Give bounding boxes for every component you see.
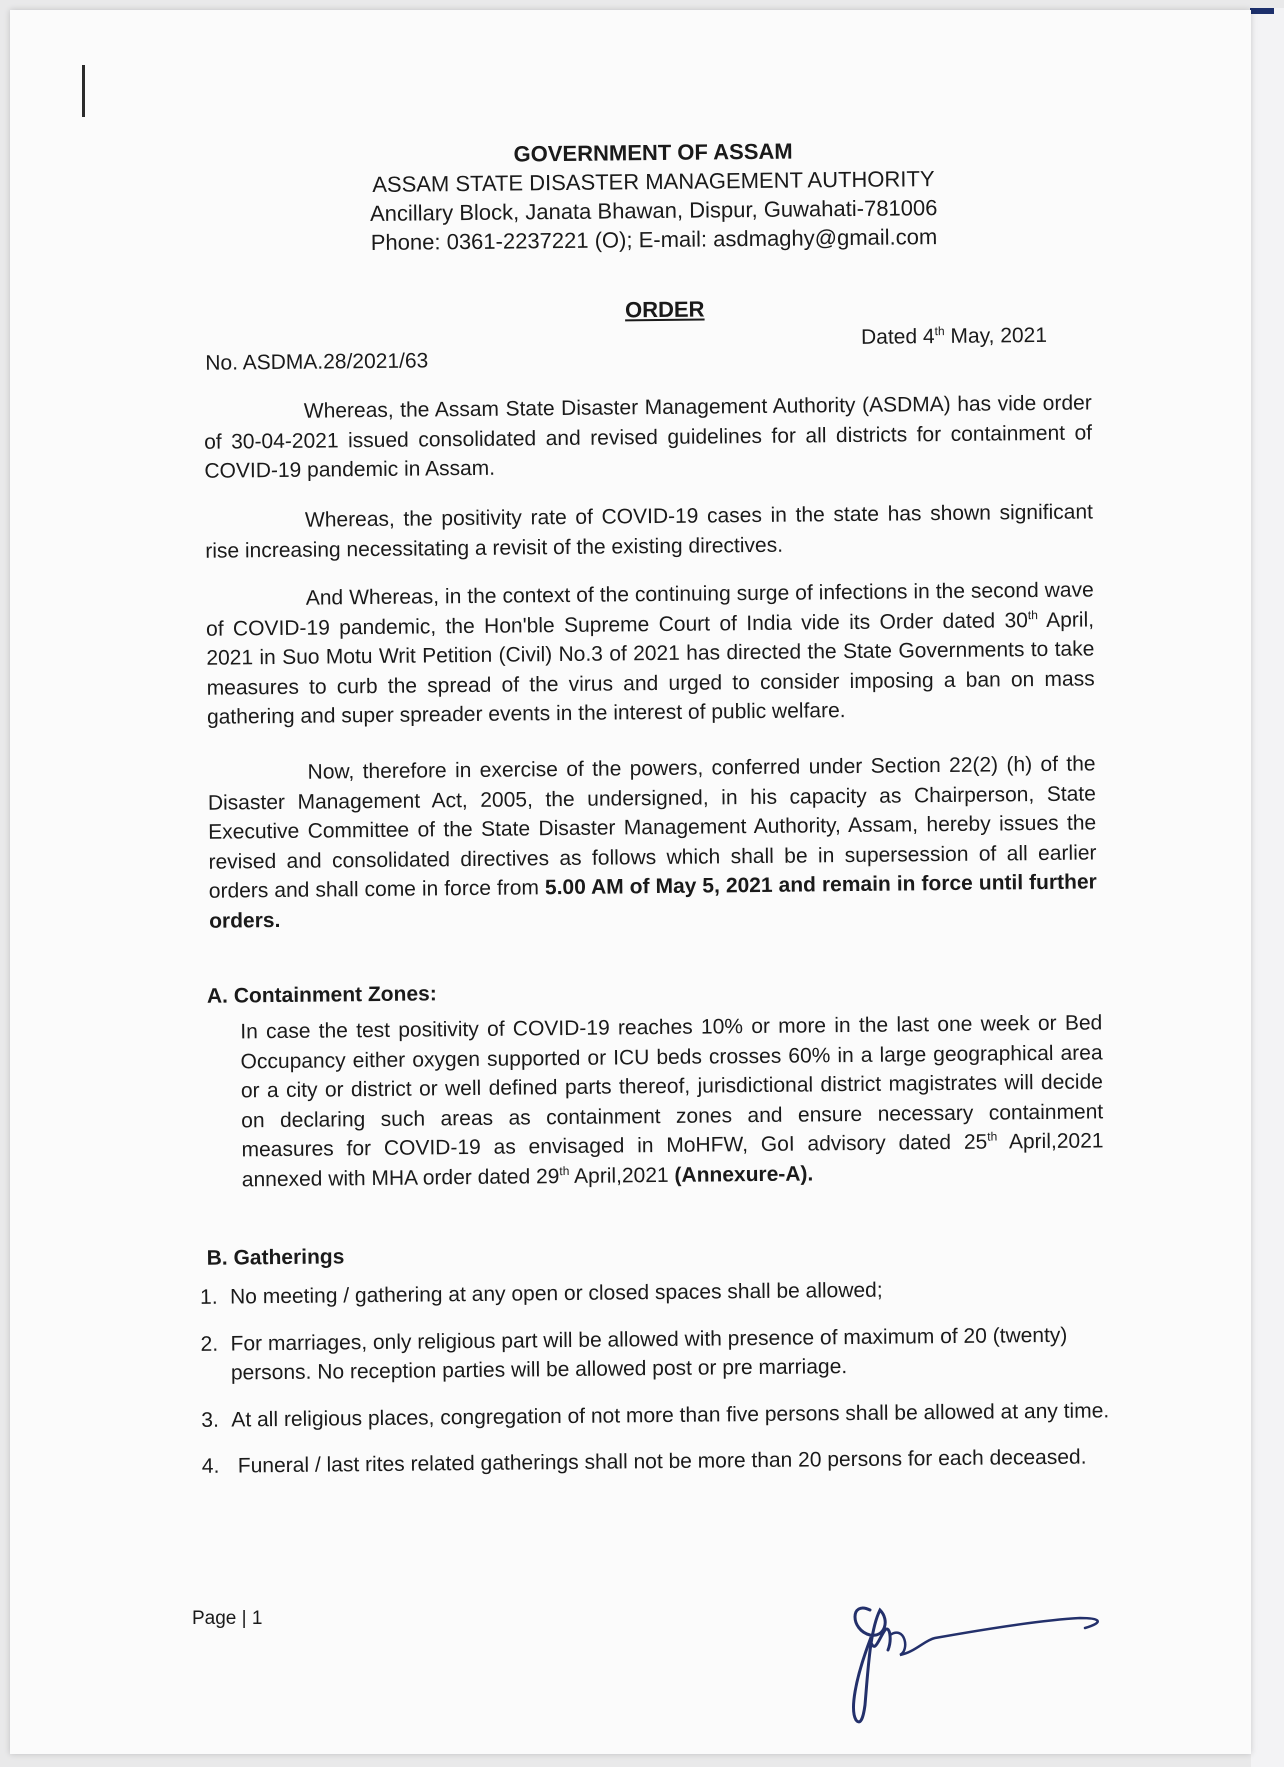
order-number: No. ASDMA.28/2021/63: [205, 349, 429, 375]
letterhead-contact: Phone: 0361-2237221 (O); E-mail: asdmaghy@gmail.com: [370, 224, 938, 255]
gatherings-list: [200, 1273, 1112, 1498]
letterhead-address: Ancillary Block, Janata Bhawan, Dispur, Guwahati-781006: [369, 195, 938, 227]
scan-edge-mark: [1250, 8, 1274, 14]
paragraph-1: Whereas, the Assam State Disaster Management Authority (ASDMA) has vide order of 30-04-2021 issued consolidated and revised guidelines for all districts for containment of COVID-19 pandemic in Assam.: [203, 391, 1093, 483]
paragraph-2: Whereas, the positivity rate of COVID-19 cases in the state has shown significant rise increasing necessitating a revisit of the existing directives.: [205, 500, 1094, 563]
section-b-heading: B. Gatherings: [206, 1245, 345, 1270]
paragraph-3: And Whereas, in the context of the continuing surge of infections in the second wave of COVID-19 pandemic, the Hon'ble Supreme Court of India vide its Order dated 30th April, 2021 in Suo Motu Writ Petition (Civil) No.3 of 2021 has directed the State Governments to take measures to curb the spread of the virus and urged to consider imposing a ban on mass gathering and super spreader events in the interest of public welfare.: [205, 578, 1095, 729]
section-a-heading: A. Containment Zones:: [206, 982, 437, 1008]
list-item: 2. For marriages, only religious part will be allowed with presence of maximum of 20 (twenty) persons. No reception parties will be allowed post or pre marriage.: [200, 1323, 1068, 1385]
letterhead: [343, 135, 964, 257]
list-item: 3. At all religious places, congregation of not more than five persons shall be allowed at any time.: [201, 1398, 1110, 1432]
letterhead-authority: ASSAM STATE DISASTER MANAGEMENT AUTHORITY: [372, 166, 935, 197]
order-title: ORDER: [624, 296, 705, 323]
scan-edge: [1251, 8, 1284, 1767]
letterhead-government: GOVERNMENT OF ASSAM: [513, 138, 793, 167]
order-date: Dated 4th May, 2021: [860, 323, 1048, 349]
paragraph-4: Now, therefore in exercise of the powers, conferred under Section 22(2) (h) of the Disaster Management Act, 2005, the undersigned, in his capacity as Chairperson, State Executive Committee of the State Disaster Management Authority, Assam, hereby issues the revised and consolidated directives as follows which shall be in supersession of all earlier orders and shall come in force from 5.00 AM of May 5, 2021 and remain in force until further orders.: [207, 752, 1097, 933]
page-number: Page | 1: [192, 1608, 263, 1629]
list-item: 4. Funeral / last rites related gatherings shall not be more than 20 persons for each deceased.: [201, 1445, 1087, 1478]
page-content: [10, 10, 1251, 1754]
section-a-body: In case the test positivity of COVID-19 reaches 10% or more in the last one week or Bed Occupancy either oxygen supported or ICU beds crosses 60% in a large geographical area or a city or district or well defined parts thereof, jurisdictional district magistrates will decide on declaring such areas as containment zones and ensure necessary containment measures for COVID-19 as envisaged in MoHFW, GoI advisory dated 25th April,2021 annexed with MHA order dated 29th April,2021 (Annexure-A).: [240, 1011, 1104, 1191]
document-page: [10, 10, 1251, 1754]
signature-image: [830, 1580, 1130, 1730]
list-item: 1. No meeting / gathering at any open or closed spaces shall be allowed;: [199, 1278, 883, 1309]
